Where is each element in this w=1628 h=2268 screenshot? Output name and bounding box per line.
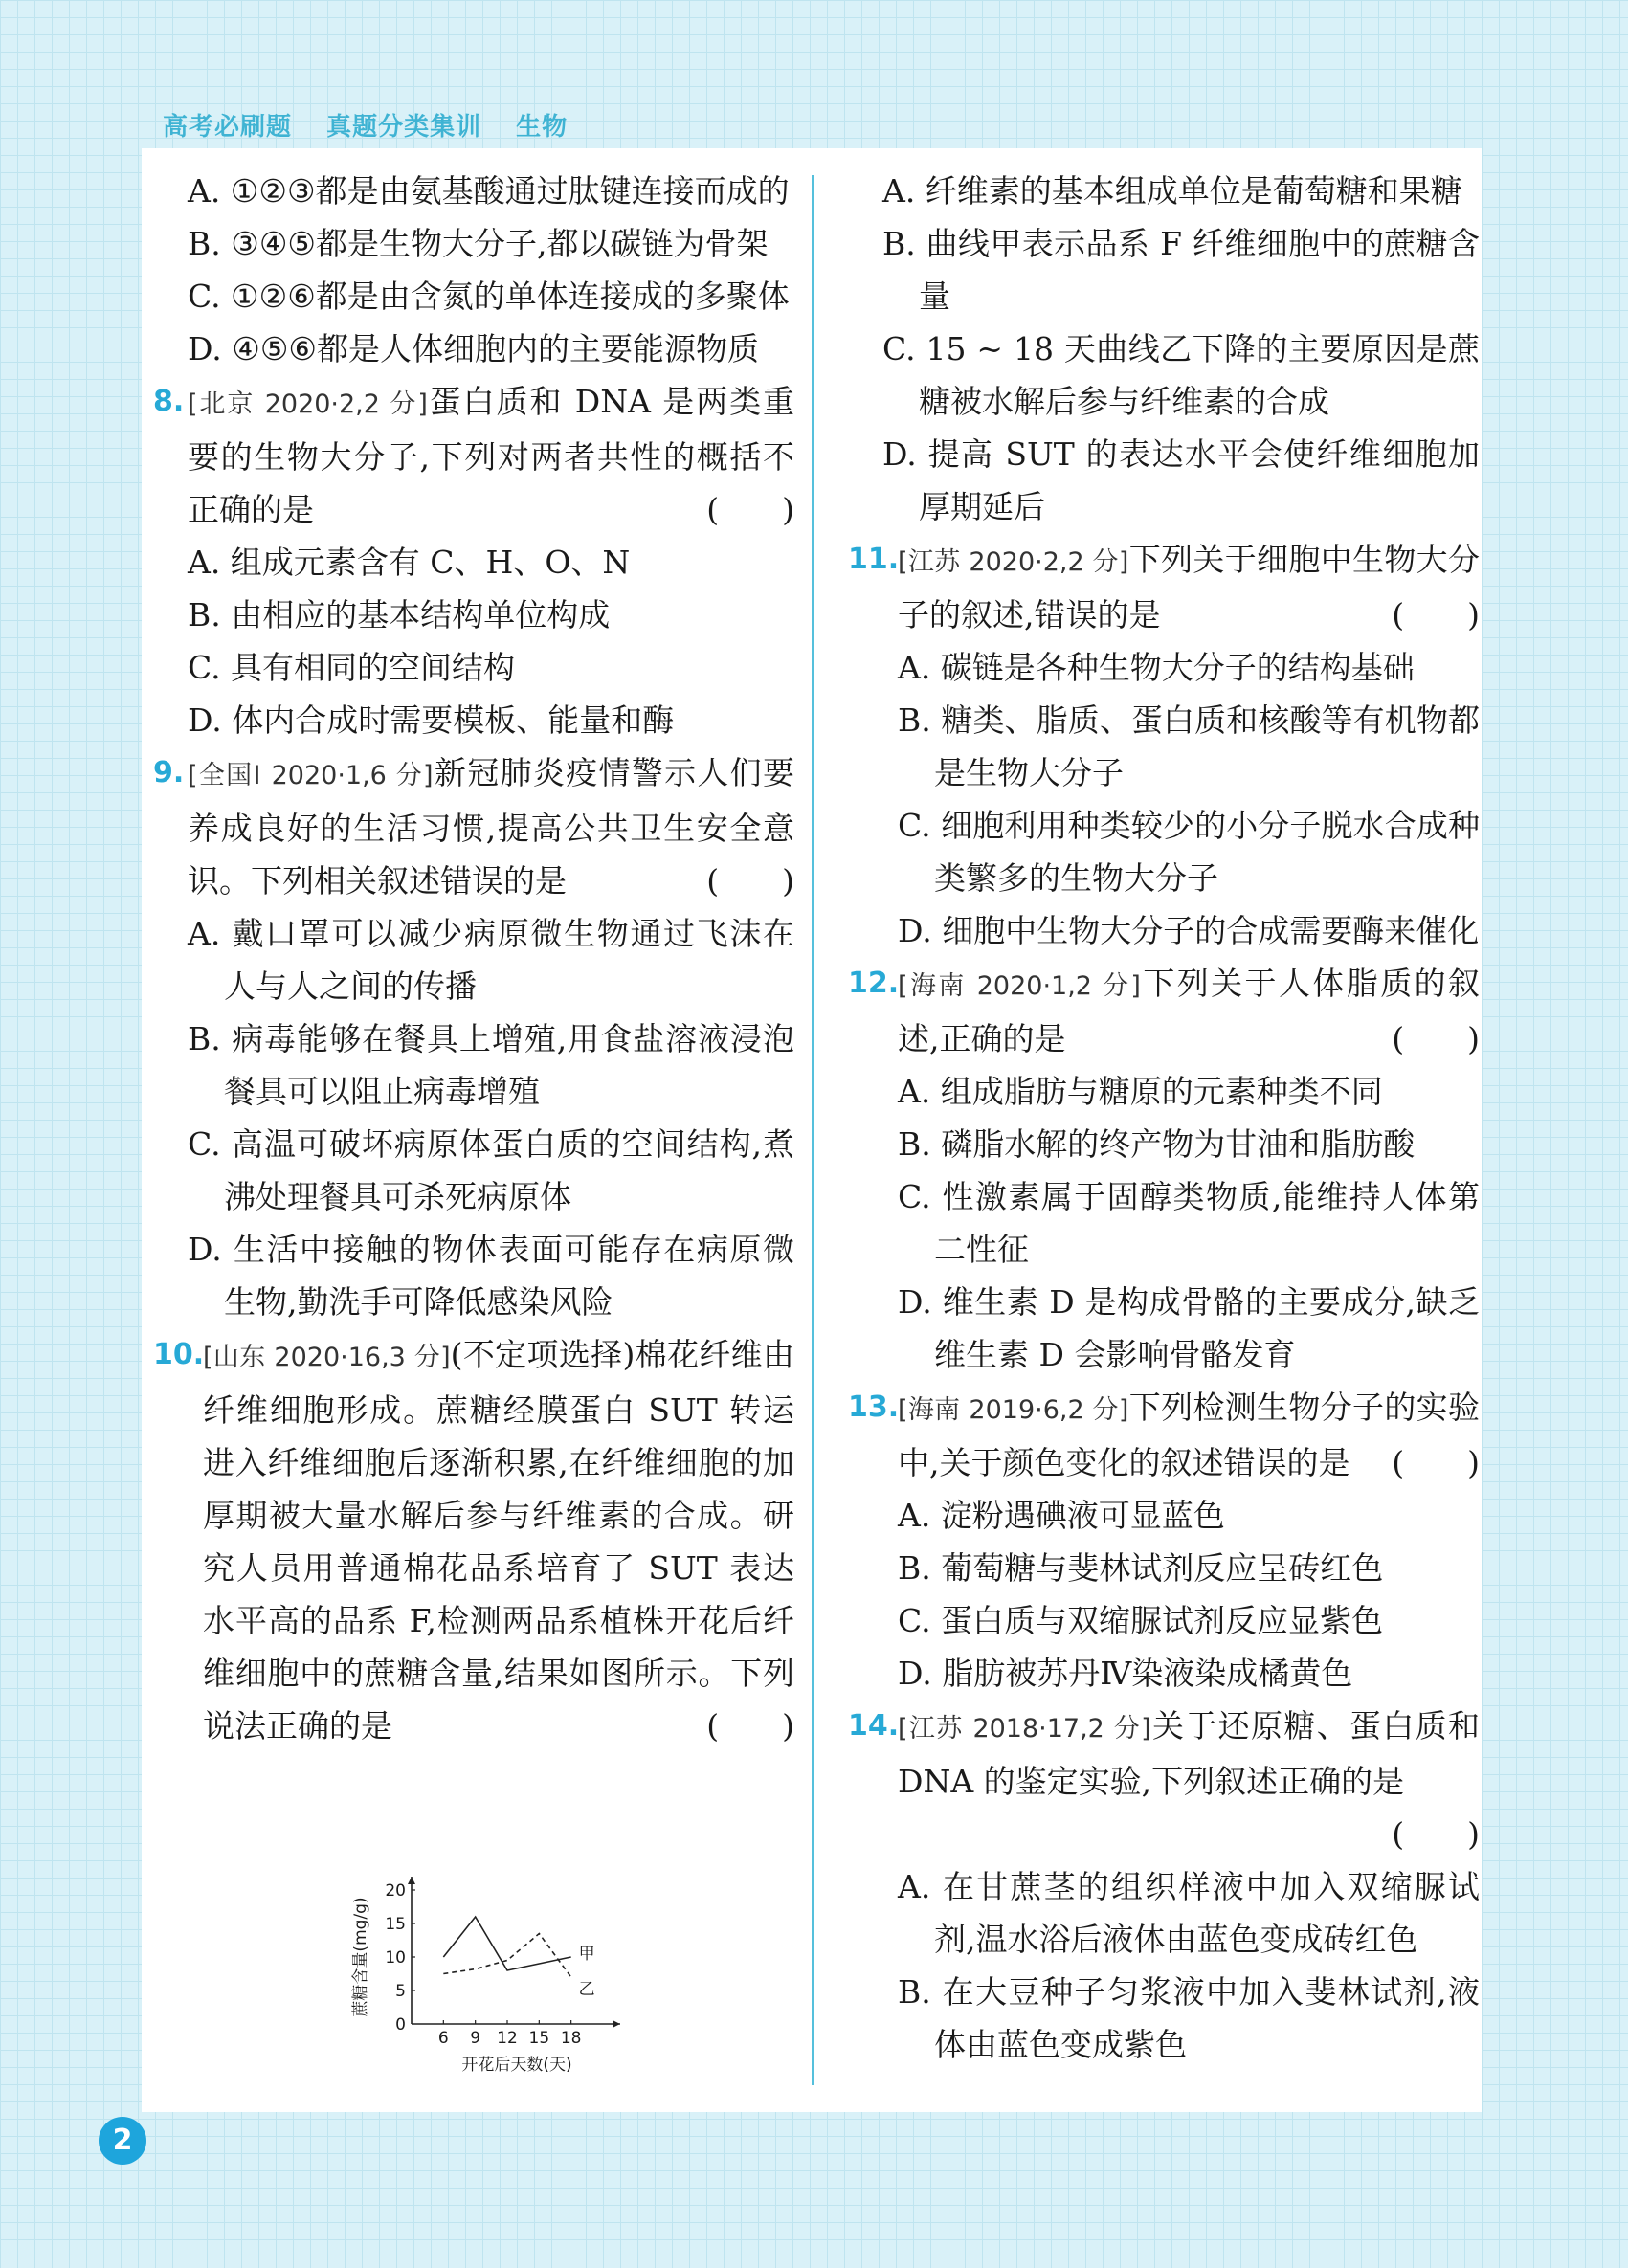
question-number: 9.: [153, 756, 185, 789]
q7-option-b: B. ③④⑤都是生物大分子,都以碳链为骨架: [188, 225, 769, 262]
chart-ticks: [385, 1881, 581, 2048]
header-book: 高考必刷题: [163, 113, 293, 142]
q7-option-a: A. ①②③都是由氨基酸通过肽键连接而成的: [188, 172, 790, 210]
question-source: [江苏 2018·17,2 分]: [898, 1714, 1151, 1744]
question-stem: 下列关于细胞中生物大分子的叙述,错误的是: [898, 541, 1481, 634]
x-axis-arrow: [613, 2020, 620, 2028]
q9-option-d: D. 生活中接触的物体表面可能存在病原微生物,勤洗手可降低感染风险: [188, 1231, 794, 1321]
answer-blank: ( ): [706, 1707, 794, 1745]
y-axis-label: 蔗糖含量(mg/g): [351, 1897, 370, 2017]
question-stem: 关于还原糖、蛋白质和 DNA 的鉴定实验,下列叙述正确的是: [898, 1707, 1480, 1800]
y-tick-label: 0: [395, 2015, 406, 2035]
question-number: 12.: [848, 967, 900, 1000]
x-tick-label: 6: [437, 2029, 449, 2048]
q8-option-b: B. 由相应的基本结构单位构成: [188, 596, 611, 634]
q8-option-d: D. 体内合成时需要模板、能量和酶: [188, 701, 675, 739]
y-tick-label: 15: [385, 1915, 406, 1934]
question-stem: (不定项选择)棉花纤维由纤维细胞形成。蔗糖经膜蛋白 SUT 转运进入纤维细胞后逐渐积累,在纤维细胞的加厚期被大量水解后参与纤维素的合成。研究人员用普通棉花品系培育了 SUT 表达水平高的品系 F,检测两品系植株开花后纤维细胞中的蔗糖含量,结果如图所示。下列说法正确的是: [203, 1336, 794, 1745]
q11-option-a: A. 碳链是各种生物大分子的结构基础: [898, 649, 1415, 686]
q8-option-a: A. 组成元素含有 C、H、O、N: [188, 544, 631, 581]
question-source: [海南 2020·1,2 分]: [898, 971, 1141, 1001]
q9-option-c: C. 高温可破坏病原体蛋白质的空间结构,煮沸处理餐具可杀死病原体: [188, 1125, 794, 1215]
series-label: 甲: [578, 1945, 595, 1964]
y-tick-label: 10: [385, 1948, 406, 1968]
page-number: 2: [99, 2117, 146, 2165]
question-number: 13.: [848, 1390, 900, 1424]
q11-option-b: B. 糖类、脂质、蛋白质和核酸等有机物都是生物大分子: [898, 701, 1480, 791]
q13-option-b: B. 葡萄糖与斐林试剂反应呈砖红色: [898, 1549, 1384, 1587]
q12-option-b: B. 磷脂水解的终产物为甘油和脂肪酸: [898, 1125, 1416, 1163]
question-10: [153, 1328, 794, 1752]
question-11: [848, 533, 1480, 957]
q10-option-c: C. 15 ~ 18 天曲线乙下降的主要原因是蔗糖被水解后参与纤维素的合成: [882, 330, 1480, 420]
q13-option-c: C. 蛋白质与双缩脲试剂反应显紫色: [898, 1602, 1384, 1639]
question-source: [北京 2020·2,2 分]: [188, 389, 428, 419]
q10-option-a: A. 纤维素的基本组成单位是葡萄糖和果糖: [882, 172, 1462, 210]
question-14: [848, 1700, 1480, 2071]
answer-blank: ( ): [1392, 1815, 1480, 1853]
question-13: [848, 1381, 1480, 1700]
q12-option-a: A. 组成脂肪与糖原的元素种类不同: [898, 1073, 1383, 1110]
question-number: 8.: [153, 385, 185, 418]
question-8: [153, 375, 794, 746]
question-stem: 蛋白质和 DNA 是两类重要的生物大分子,下列对两者共性的概括不正确的是: [188, 383, 794, 528]
answer-blank: ( ): [1392, 596, 1480, 634]
q7-option-d: D. ④⑤⑥都是人体细胞内的主要能源物质: [188, 330, 760, 367]
y-tick-label: 5: [395, 1982, 406, 2001]
question-9: [153, 746, 794, 1328]
q12-option-c: C. 性激素属于固醇类物质,能维持人体第二性征: [898, 1178, 1480, 1268]
x-tick-label: 9: [470, 2029, 481, 2048]
q13-option-a: A. 淀粉遇碘液可显蓝色: [898, 1497, 1225, 1534]
q14-option-b: B. 在大豆种子匀浆液中加入斐林试剂,液体由蓝色变成紫色: [898, 1973, 1480, 2063]
q9-option-b: B. 病毒能够在餐具上增殖,用食盐溶液浸泡餐具可以阻止病毒增殖: [188, 1020, 794, 1110]
y-tick-label: 20: [385, 1881, 406, 1901]
right-column: [848, 165, 1480, 2071]
x-tick-label: 18: [560, 2029, 582, 2048]
question-number: 10.: [153, 1338, 205, 1371]
q9-option-a: A. 戴口罩可以减少病原微生物通过飞沫在人与人之间的传播: [188, 915, 794, 1005]
sucrose-line-chart: [345, 1866, 651, 2086]
question-source: [山东 2020·16,3 分]: [203, 1343, 451, 1372]
answer-blank: ( ): [1392, 1020, 1480, 1057]
answer-blank: ( ): [706, 491, 794, 528]
question-stem: 下列关于人体脂质的叙述,正确的是: [898, 965, 1481, 1057]
y-axis-arrow: [408, 1877, 415, 1884]
q7-option-c: C. ①②⑥都是由含氮的单体连接成的多聚体: [188, 278, 790, 315]
header-series: 真题分类集训: [326, 113, 482, 142]
question-12: [848, 957, 1480, 1381]
chart-series: [443, 1917, 594, 1999]
x-tick-label: 15: [528, 2029, 550, 2048]
question-stem: 下列检测生物分子的实验中,关于颜色变化的叙述错误的是: [898, 1389, 1481, 1481]
left-column: [153, 165, 794, 1752]
question-number: 14.: [848, 1709, 900, 1743]
header-subject: 生物: [516, 113, 569, 142]
q13-option-d: D. 脂肪被苏丹Ⅳ染液染成橘黄色: [898, 1655, 1353, 1692]
question-source: [全国Ⅰ 2020·1,6 分]: [188, 761, 434, 790]
question-source: [海南 2019·6,2 分]: [898, 1395, 1129, 1425]
x-tick-label: 12: [497, 2029, 518, 2048]
column-divider: [812, 175, 814, 2085]
question-stem: 新冠肺炎疫情警示人们要养成良好的生活习惯,提高公共卫生安全意识。下列相关叙述错误的是: [188, 754, 794, 900]
answer-blank: ( ): [1392, 1444, 1480, 1481]
q10-option-b: B. 曲线甲表示品系 F 纤维细胞中的蔗糖含量: [882, 225, 1480, 315]
series-line-jia: [443, 1917, 570, 1970]
answer-blank: ( ): [706, 862, 794, 900]
q11-option-c: C. 细胞利用种类较少的小分子脱水合成种类繁多的生物大分子: [898, 807, 1480, 897]
question-number: 11.: [848, 543, 900, 576]
x-axis-label: 开花后天数(天): [461, 2056, 572, 2075]
q14-option-a: A. 在甘蔗茎的组织样液中加入双缩脲试剂,温水浴后液体由蓝色变成砖红色: [898, 1868, 1480, 1958]
question-source: [江苏 2020·2,2 分]: [898, 547, 1129, 577]
running-header: [163, 107, 592, 143]
series-label: 乙: [578, 1980, 595, 1999]
q10-option-d: D. 提高 SUT 的表达水平会使纤维细胞加厚期延后: [882, 435, 1480, 525]
q8-option-c: C. 具有相同的空间结构: [188, 649, 516, 686]
q12-option-d: D. 维生素 D 是构成骨骼的主要成分,缺乏维生素 D 会影响骨骼发育: [898, 1283, 1480, 1373]
q11-option-d: D. 细胞中生物大分子的合成需要酶来催化: [898, 912, 1480, 949]
